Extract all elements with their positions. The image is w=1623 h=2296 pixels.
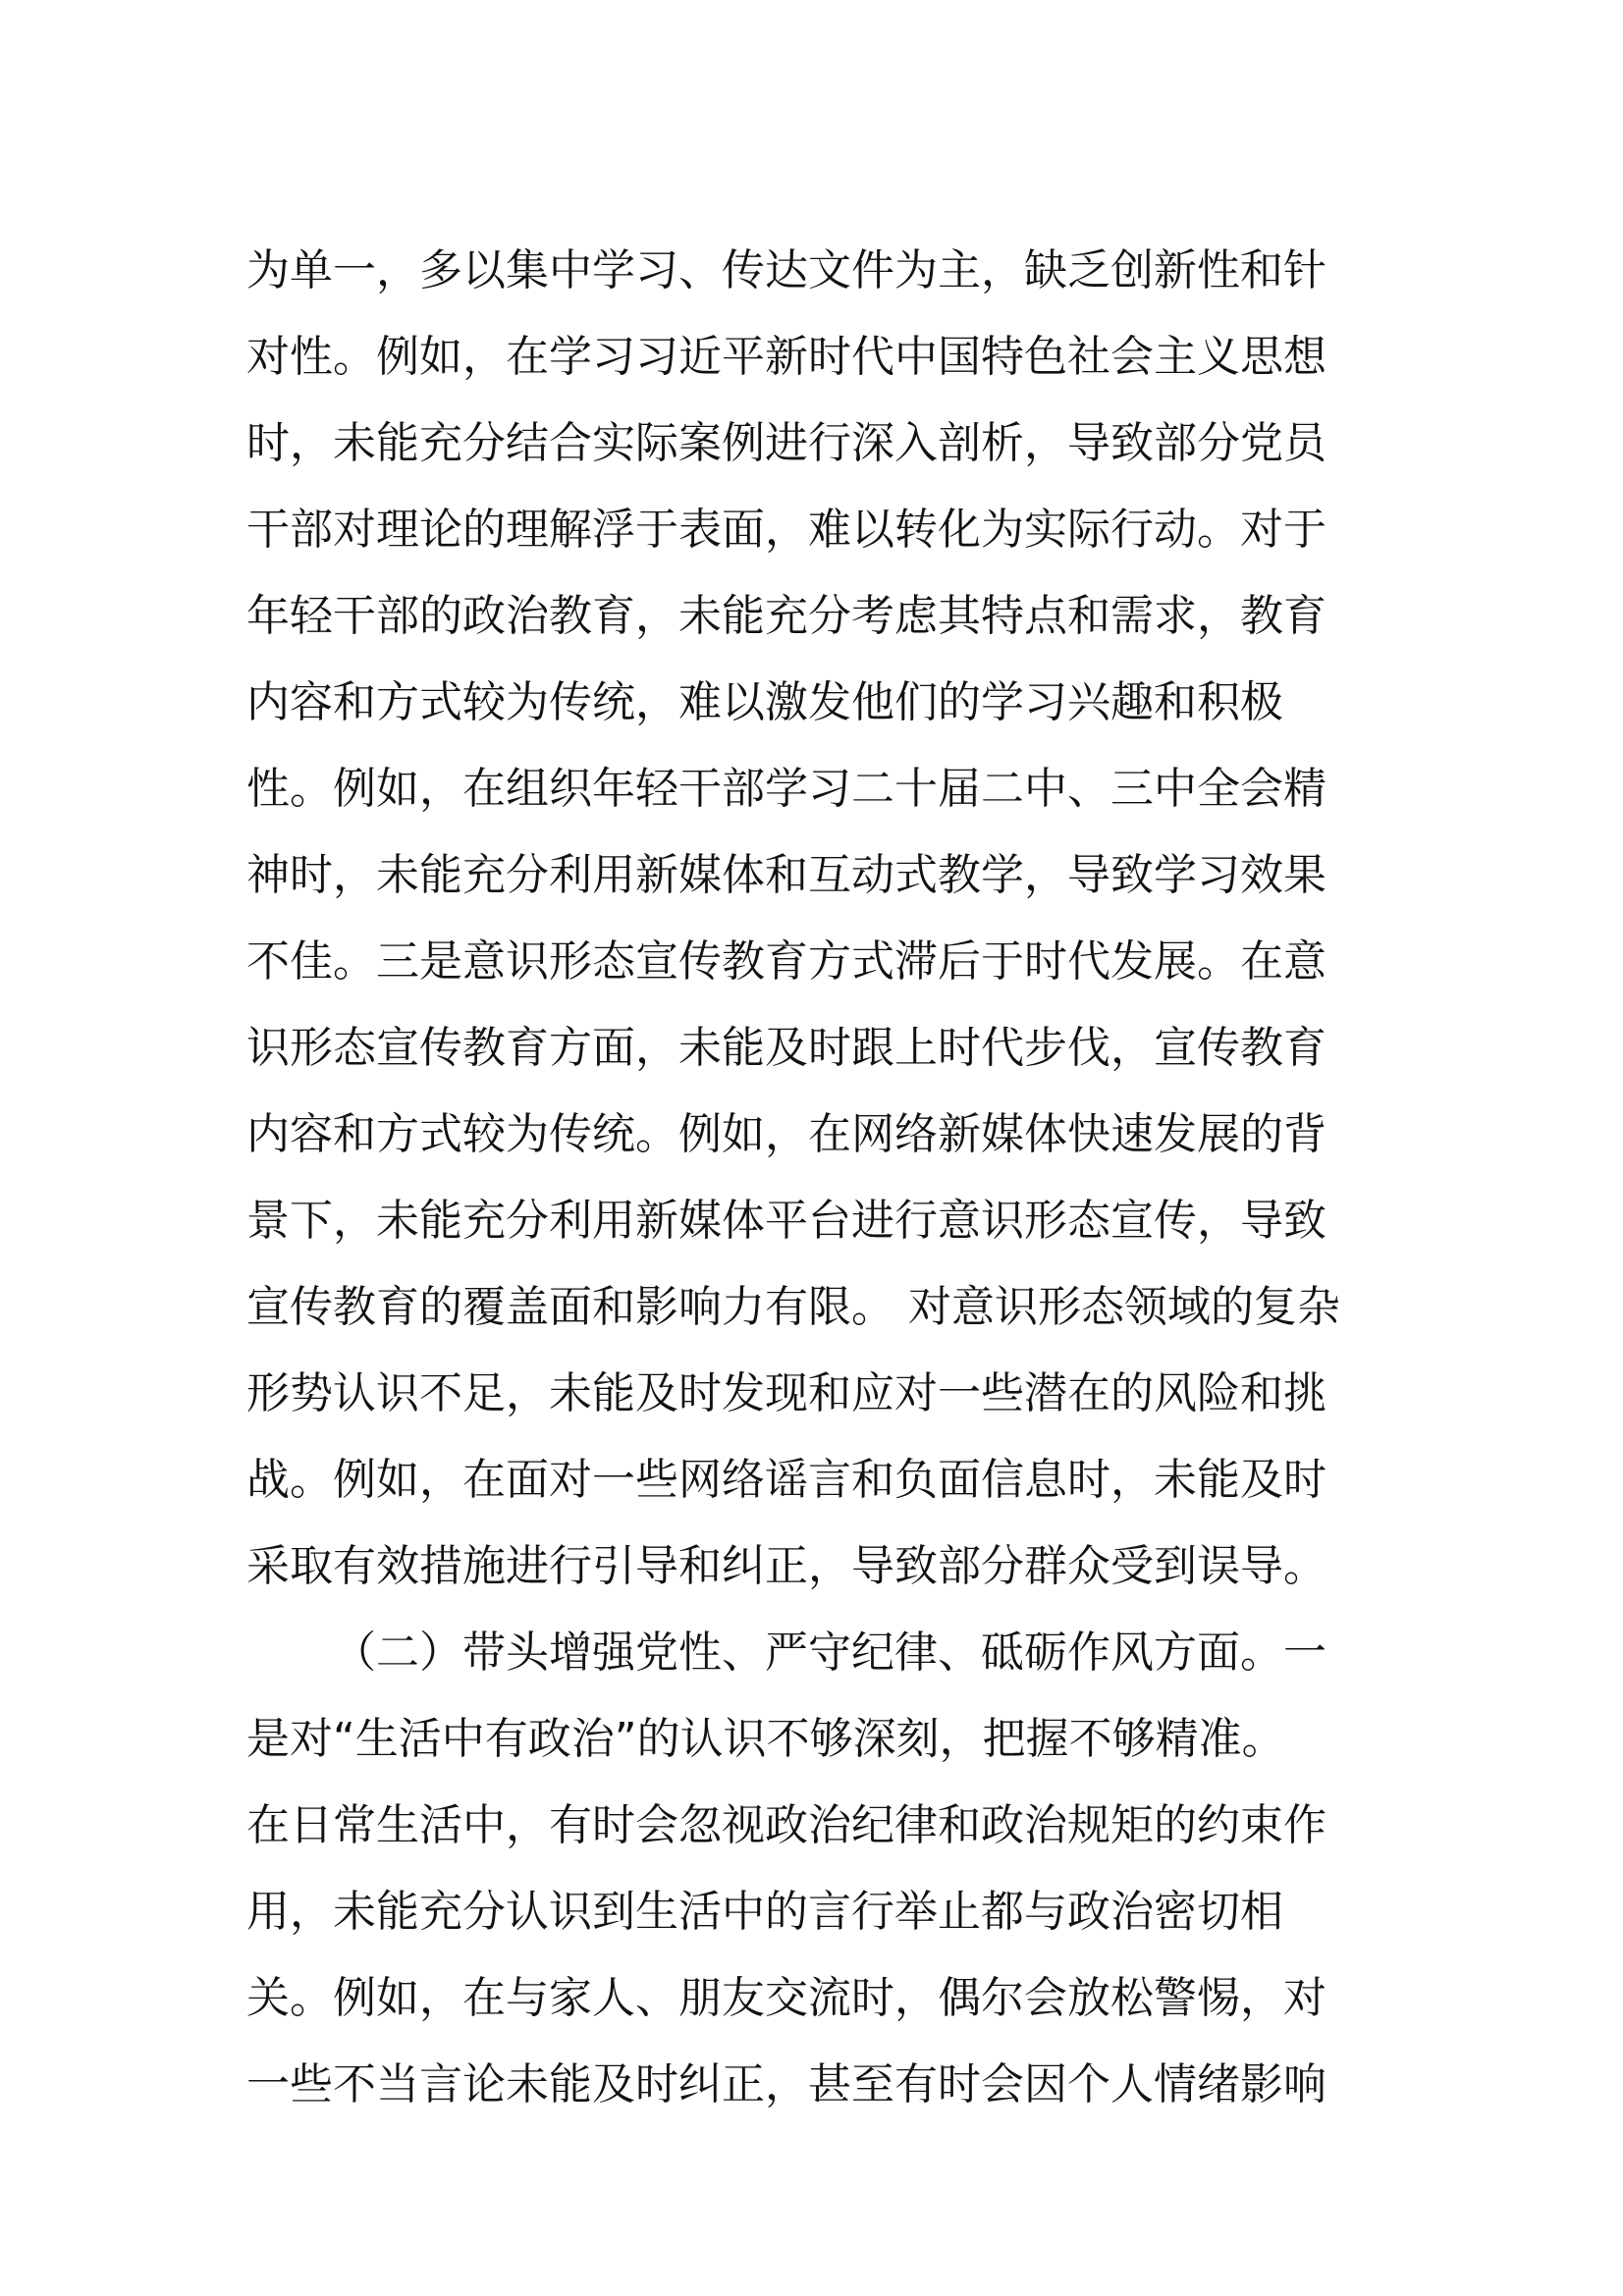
text-line: 为单一，多以集中学习、传达文件为主，缺乏创新性和针 (246, 245, 1326, 295)
text-line: 战。例如，在面对一些网络谣言和负面信息时，未能及时 (246, 1455, 1326, 1505)
text-line: 干部对理论的理解浮于表面，难以转化为实际行动。对于 (246, 505, 1326, 555)
text-line: 年轻干部的政治教育，未能充分考虑其特点和需求，教育 (246, 591, 1326, 641)
text-line: 景下，未能充分利用新媒体平台进行意识形态宣传，导致 (246, 1196, 1326, 1246)
text-line: 采取有效措施进行引导和纠正，导致部分群众受到误导。 (246, 1541, 1326, 1591)
body-text (246, 228, 1366, 2128)
text-line: 神时，未能充分利用新媒体和互动式教学，导致学习效果 (246, 850, 1326, 900)
text-line: 关。例如，在与家人、朋友交流时，偶尔会放松警惕，对 (246, 1973, 1326, 2023)
text-line: 在日常生活中，有时会忽视政治纪律和政治规矩的约束作 (246, 1800, 1326, 1850)
text-line: 性。例如，在组织年轻干部学习二十届二中、三中全会精 (246, 764, 1326, 814)
text-line: 是对“生活中有政治”的认识不够深刻，把握不够精准。 (246, 1714, 1285, 1764)
section-heading-line: （二）带头增强党性、严守纪律、砥砺作风方面。一 (333, 1628, 1326, 1678)
text-line: 内容和方式较为传统，难以激发他们的学习兴趣和积极 (246, 677, 1283, 727)
text-line: 宣传教育的覆盖面和影响力有限。 对意识形态领域的复杂 (246, 1282, 1340, 1332)
text-line: 不佳。三是意识形态宣传教育方式滞后于时代发展。在意 (246, 936, 1326, 987)
text-line: 内容和方式较为传统。例如，在网络新媒体快速发展的背 (246, 1109, 1326, 1159)
text-line: 时，未能充分结合实际案例进行深入剖析，导致部分党员 (246, 418, 1326, 468)
text-line: 用，未能充分认识到生活中的言行举止都与政治密切相 (246, 1887, 1283, 1937)
text-line: 对性。例如，在学习习近平新时代中国特色社会主义思想 (246, 332, 1326, 382)
text-line: 识形态宣传教育方面，未能及时跟上时代步伐，宣传教育 (246, 1023, 1326, 1073)
text-line: 一些不当言论未能及时纠正，甚至有时会因个人情绪影响 (246, 2059, 1326, 2109)
text-line: 形势认识不足，未能及时发现和应对一些潜在的风险和挑 (246, 1368, 1326, 1418)
